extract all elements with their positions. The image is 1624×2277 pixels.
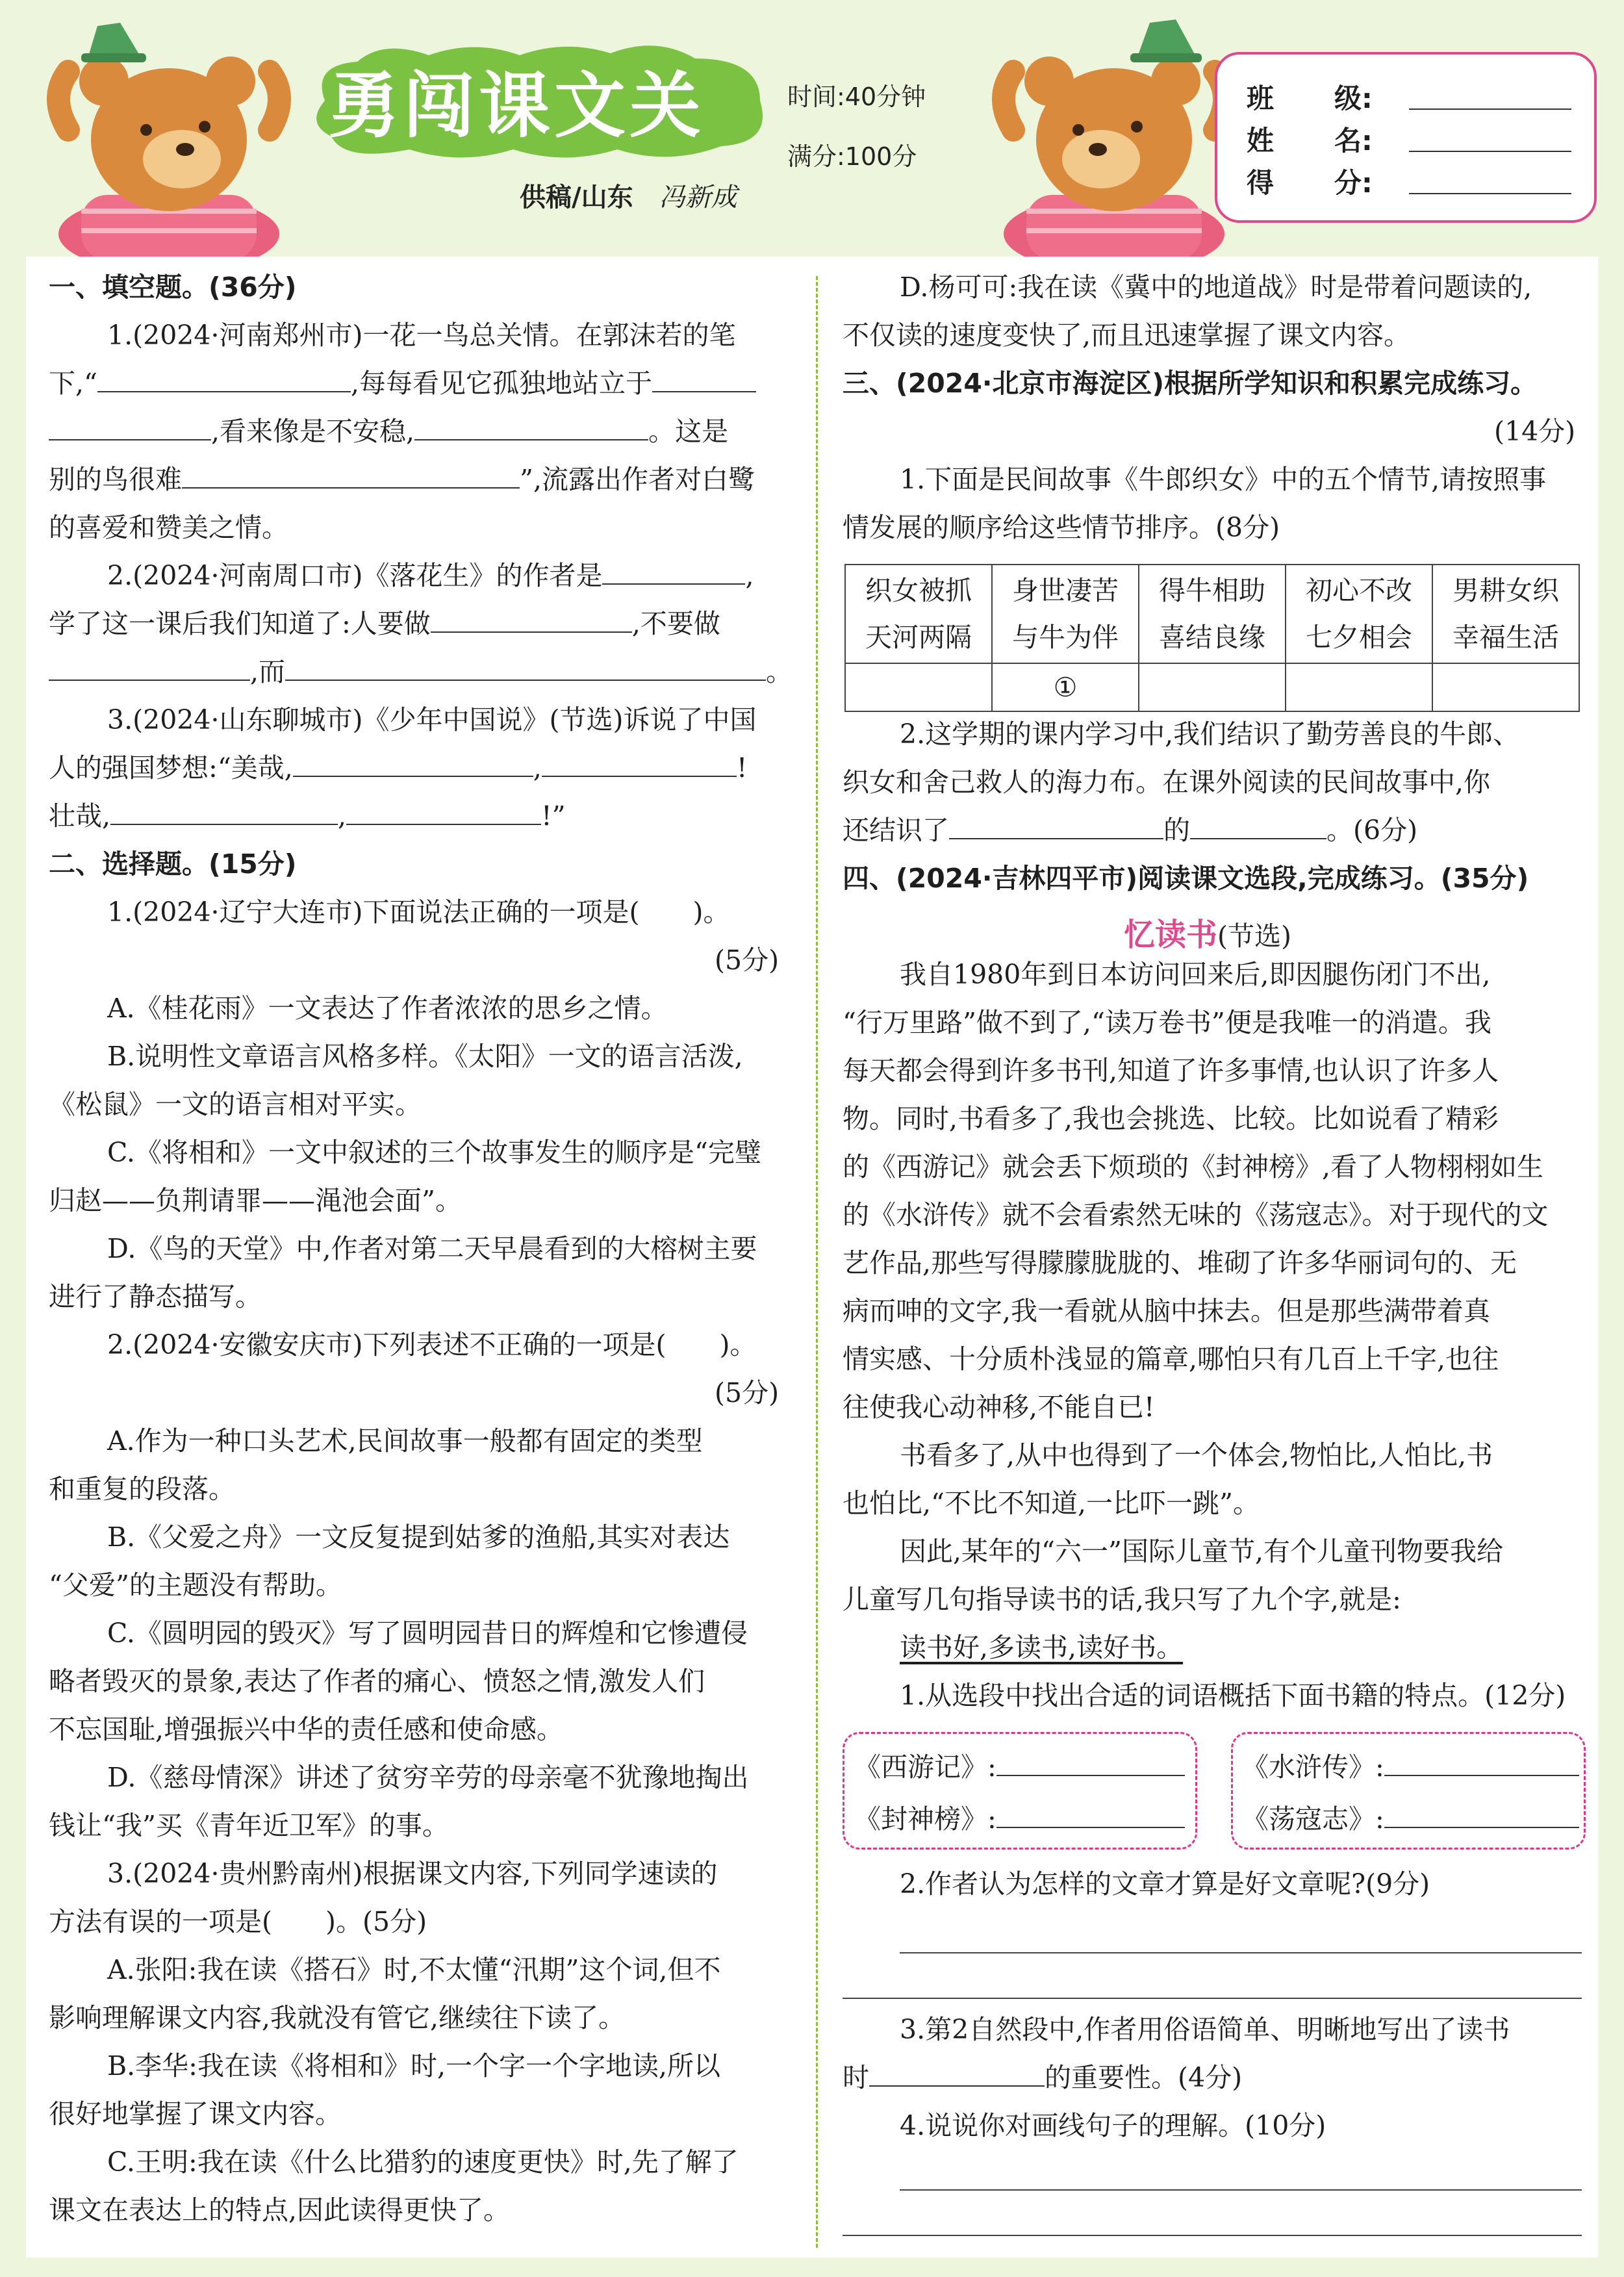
- q3-1-text: 1.下面是民间故事《牛郎织女》中的五个情节,请按照事: [900, 464, 1547, 495]
- time-label: 时间:40分钟: [787, 83, 926, 111]
- passage-title: 忆读书(节选): [1124, 917, 1292, 953]
- q1-1-line2: 下,“ ,每每看见它孤独地站立于: [49, 364, 756, 403]
- q2-1-option-b: B.说明性文章语言风格多样。《太阳》一文的语言活泼,: [107, 1041, 743, 1072]
- answer-blank[interactable]: [346, 799, 541, 825]
- book-fengshenbang: 《封神榜》:: [854, 1800, 1185, 1838]
- q2-3-text: 3.(2024·贵州黔南州)根据课文内容,下列同学速读的: [107, 1858, 718, 1889]
- q3-2-text-cont: 织女和舍己救人的海力布。在课外阅读的民间故事中,你: [843, 767, 1491, 798]
- q2-3-option-d-cont: 不仅读的速度变快了,而且迅速掌握了课文内容。: [843, 320, 1411, 351]
- answer-blank[interactable]: [1384, 1802, 1579, 1828]
- q1-2-line1: 2.(2024·河南周口市)《落花生》的作者是 ,: [107, 560, 754, 591]
- answer-blank[interactable]: [285, 655, 766, 681]
- q4-3-text: 3.第2自然段中,作者用俗语简单、明晰地写出了读书: [900, 2014, 1510, 2045]
- q2-3-option-a-cont: 影响理解课文内容,我就没有管它,继续往下读了。: [49, 2002, 626, 2033]
- order-answer-cell[interactable]: [1432, 663, 1579, 711]
- answer-blank[interactable]: [182, 463, 520, 489]
- column-divider: [816, 276, 818, 2248]
- q2-1-option-d: D.《鸟的天堂》中,作者对第二天早晨看到的大榕树主要: [107, 1233, 757, 1264]
- q1-1-line3: ,看来像是不安稳, 。这是: [49, 412, 728, 451]
- score-label: 满分:100分: [787, 142, 917, 171]
- section-1-heading: 一、填空题。(36分): [49, 272, 297, 303]
- section-2-heading: 二、选择题。(15分): [49, 848, 297, 880]
- q3-2-text-cont2: 还结识了 的 。(6分): [843, 815, 1418, 846]
- passage-line: 儿童写几句指导读书的话,我只写了九个字,就是:: [843, 1584, 1401, 1615]
- q2-2-option-c-cont: 略者毁灭的景象,表达了作者的痛心、愤怒之情,激发人们: [49, 1666, 705, 1697]
- q2-3-option-a: A.张阳:我在读《搭石》时,不太懂“汛期”这个词,但不: [107, 1954, 721, 1985]
- plot-cell: 织女被抓 天河两隔: [845, 565, 992, 663]
- q2-2-points: (5分): [715, 1377, 780, 1408]
- credit-author: 冯新成: [659, 183, 737, 212]
- order-answer-cell[interactable]: ①: [992, 663, 1139, 711]
- q2-2-option-b: B.《父爱之舟》一文反复提到姑爹的渔船,其实对表达: [107, 1521, 730, 1553]
- passage-line: “行万里路”做不到了,“读万卷书”便是我唯一的消遣。我: [843, 1007, 1491, 1038]
- q2-2-option-b-cont: “父爱”的主题没有帮助。: [49, 1570, 342, 1601]
- answer-blank[interactable]: [49, 655, 250, 681]
- q2-3-option-c-cont: 课文在表达上的特点,因此读得更快了。: [49, 2194, 511, 2226]
- plot-cell: 身世凄苦 与牛为伴: [992, 565, 1139, 663]
- page-title: 勇闯课文关: [328, 64, 705, 147]
- plot-cell: 初心不改 七夕相会: [1286, 565, 1432, 663]
- passage-line: 的《水浒传》就不会看索然无味的《荡寇志》。对于现代的文: [843, 1199, 1549, 1230]
- q1-1-line4: 别的鸟很难 ”,流露出作者对白鹭: [49, 464, 755, 495]
- passage-line: 物。同时,书看多了,我也会挑选、比较。比如说看了精彩: [843, 1103, 1499, 1134]
- passage-line: 也怕比,“不比不知道,一比吓一跳”。: [843, 1488, 1260, 1519]
- answer-blank[interactable]: [542, 751, 737, 777]
- answer-blank[interactable]: [431, 607, 632, 633]
- answer-line[interactable]: [843, 1998, 1582, 1999]
- answer-blank[interactable]: [1384, 1750, 1579, 1776]
- q3-2-text: 2.这学期的课内学习中,我们结识了勤劳善良的牛郎、: [900, 719, 1520, 750]
- answer-blank[interactable]: [996, 1750, 1185, 1776]
- answer-line[interactable]: [900, 1952, 1582, 1953]
- answer-line[interactable]: [843, 2235, 1582, 2236]
- answer-blank[interactable]: [110, 799, 338, 825]
- section-3-heading: 三、(2024·北京市海淀区)根据所学知识和积累完成练习。: [843, 368, 1538, 399]
- answer-blank[interactable]: [996, 1802, 1185, 1828]
- q4-4-text: 4.说说你对画线句子的理解。(10分): [900, 2110, 1326, 2141]
- passage-line: 我自1980年到日本访问回来后,即因腿伤闭门不出,: [900, 959, 1491, 990]
- answer-line[interactable]: [900, 2189, 1582, 2191]
- passage-line: 艺作品,那些写得朦朦胧胧的、堆砌了许多华丽词句的、无: [843, 1247, 1517, 1278]
- q3-1-text-cont: 情发展的顺序给这些情节排序。(8分): [843, 512, 1280, 543]
- q2-1-text: 1.(2024·辽宁大连市)下面说法正确的一项是( )。: [107, 897, 730, 928]
- q2-2-option-c-cont2: 不忘国耻,增强振兴中华的责任感和使命感。: [49, 1714, 564, 1745]
- q2-3-text-cont: 方法有误的一项是( )。(5分): [49, 1906, 427, 1937]
- book-dangkouzhi: 《荡寇志》:: [1242, 1800, 1579, 1838]
- answer-blank[interactable]: [414, 414, 648, 440]
- answer-blank[interactable]: [97, 366, 351, 392]
- answer-blank[interactable]: [652, 366, 756, 392]
- q1-2-line2: 学了这一课后我们知道了:人要做 ,不要做: [49, 608, 720, 639]
- book-xiyouji: 《西游记》:: [854, 1748, 1185, 1787]
- q1-3-line3: 壮哉, , !”: [49, 800, 566, 832]
- bear-mascot-icon: [42, 19, 296, 260]
- q2-3-option-b: B.李华:我在读《将相和》时,一个字一个字地读,所以: [107, 2050, 721, 2081]
- passage-line: 每天都会得到许多书刊,知道了许多事情,也认识了许多人: [843, 1055, 1499, 1086]
- order-answer-cell[interactable]: [1286, 663, 1432, 711]
- underlined-sentence: 读书好,多读书,读好书。: [900, 1632, 1184, 1663]
- q1-3-line1: 3.(2024·山东聊城市)《少年中国说》(节选)诉说了中国: [107, 704, 757, 735]
- q1-1-line5: 的喜爱和赞美之情。: [49, 512, 288, 543]
- q2-2-option-a: A.作为一种口头艺术,民间故事一般都有固定的类型: [107, 1425, 703, 1457]
- credit: [520, 177, 737, 214]
- passage-line: 因此,某年的“六一”国际儿童节,有个儿童刊物要我给: [900, 1536, 1503, 1567]
- name-field[interactable]: [1409, 151, 1571, 152]
- passage-line: 的《西游记》就会丢下烦琐的《封神榜》,看了人物栩栩如生: [843, 1151, 1544, 1182]
- q2-1-option-b-cont: 《松鼠》一文的语言相对平实。: [49, 1089, 422, 1120]
- order-answer-cell[interactable]: [1139, 663, 1286, 711]
- answer-blank[interactable]: [602, 559, 745, 585]
- answer-blank[interactable]: [293, 751, 533, 777]
- plot-cell: 男耕女织 幸福生活: [1432, 565, 1579, 663]
- q2-2-option-d: D.《慈母情深》讲述了贫穷辛劳的母亲毫不犹豫地掏出: [107, 1762, 749, 1793]
- plot-cell: 得牛相助 喜结良缘: [1139, 565, 1286, 663]
- answer-blank[interactable]: [49, 414, 211, 440]
- section-3-points: (14分): [1494, 416, 1576, 447]
- q2-1-points: (5分): [715, 945, 780, 976]
- q2-1-option-a: A.《桂花雨》一文表达了作者浓浓的思乡之情。: [107, 993, 668, 1024]
- book-shuihuzhuan: 《水浒传》:: [1242, 1748, 1579, 1787]
- q2-2-option-d-cont: 钱让“我”买《青年近卫军》的事。: [49, 1810, 449, 1841]
- q1-1-text: 1.(2024·河南郑州市)一花一鸟总关情。在郭沫若的笔: [107, 320, 736, 351]
- q2-1-option-d-cont: 进行了静态描写。: [49, 1281, 262, 1312]
- bear-mascot-icon: [987, 13, 1241, 260]
- score-field[interactable]: [1409, 193, 1571, 194]
- q2-1-option-c: C.《将相和》一文中叙述的三个故事发生的顺序是“完璧: [107, 1137, 761, 1168]
- q2-3-option-b-cont: 很好地掌握了课文内容。: [49, 2098, 342, 2130]
- passage-line: 书看多了,从中也得到了一个体会,物怕比,人怕比,书: [900, 1440, 1493, 1471]
- passage-line: 病而呻的文字,我一看就从脑中抹去。但是那些满带着真: [843, 1295, 1491, 1327]
- q4-1-text: 1.从选段中找出合适的词语概括下面书籍的特点。(12分): [900, 1680, 1566, 1711]
- q1-3-line2: 人的强国梦想:“美哉, , !: [49, 752, 748, 783]
- class-field[interactable]: [1409, 108, 1571, 110]
- answer-blank[interactable]: [869, 2061, 1045, 2087]
- credit-prefix: 供稿/山东: [520, 183, 633, 212]
- q4-3-text-cont: 时 的重要性。(4分): [843, 2062, 1243, 2093]
- plot-order-table: [844, 564, 1580, 712]
- q2-1-option-c-cont: 归赵——负荆请罪——渑池会面”。: [49, 1185, 462, 1216]
- q2-3-option-d: D.杨可可:我在读《冀中的地道战》时是带着问题读的,: [900, 272, 1532, 303]
- q4-2-text: 2.作者认为怎样的文章才算是好文章呢?(9分): [900, 1868, 1430, 1900]
- passage-line: 往使我心动神移,不能自已!: [843, 1392, 1155, 1423]
- q2-2-option-a-cont: 和重复的段落。: [49, 1473, 235, 1505]
- section-4-heading: 四、(2024·吉林四平市)阅读课文选段,完成练习。(35分): [843, 863, 1529, 894]
- answer-blank[interactable]: [1190, 813, 1326, 839]
- answer-blank[interactable]: [949, 813, 1163, 839]
- passage-line: 情实感、十分质朴浅显的篇章,哪怕只有几百上千字,也往: [843, 1343, 1499, 1375]
- q2-3-option-c: C.王明:我在读《什么比猎豹的速度更快》时,先了解了: [107, 2146, 739, 2178]
- q2-2-text: 2.(2024·安徽安庆市)下列表述不正确的一项是( )。: [107, 1329, 757, 1360]
- q1-2-line3: ,而 。: [49, 652, 793, 691]
- order-answer-cell[interactable]: [845, 663, 992, 711]
- student-info-box: 班 级: 姓 名: 得 分:: [1215, 52, 1597, 223]
- q2-2-option-c: C.《圆明园的毁灭》写了圆明园昔日的辉煌和它惨遭侵: [107, 1618, 748, 1649]
